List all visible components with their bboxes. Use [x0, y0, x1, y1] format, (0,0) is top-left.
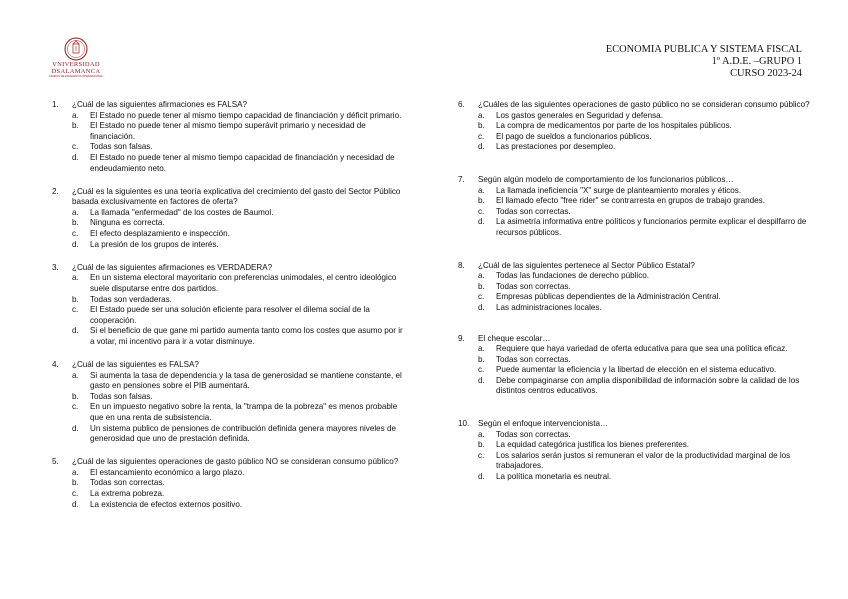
option — [478, 282, 818, 293]
question — [52, 457, 408, 510]
option-text: La política monetaria es neutral. — [496, 472, 612, 482]
option-letter: b. — [478, 196, 485, 206]
option-text: Todas son correctas. — [90, 478, 165, 488]
option — [72, 489, 408, 500]
option-text: Debe compaginarse con amplia disponibilidad de información sobre la calidad de los distintos centros educativos. — [496, 375, 800, 396]
option-letter: a. — [72, 273, 79, 283]
option-letter: a. — [72, 467, 79, 477]
option — [478, 472, 818, 483]
logo-line-3: CAMPUS DE EXCELENCIA INTERNACIONAL — [48, 75, 104, 78]
question-text: ¿Cuál es la siguientes es una teoría explicativa del crecimiento del gasto del Sector Público basada exclusivamente en factores de oferta? — [72, 186, 401, 207]
question-text: El cheque escolar… — [478, 333, 551, 343]
option-letter: a. — [478, 429, 485, 439]
option-letter: d. — [72, 499, 79, 509]
option — [72, 500, 408, 511]
option — [72, 402, 408, 423]
option-letter: d. — [72, 423, 79, 433]
option-text: La llamada ineficiencia "X" surge de planteamiento morales y éticos. — [496, 185, 742, 195]
question — [458, 334, 818, 398]
question-number: 4. — [52, 359, 59, 369]
option — [72, 305, 408, 326]
option — [478, 376, 818, 397]
option — [72, 240, 408, 251]
option — [72, 392, 408, 403]
option — [72, 142, 408, 153]
option-text: El Estado no puede tener al mismo tiempo capacidad de financiación y déficit primario. — [90, 110, 402, 120]
option — [478, 271, 818, 282]
option — [478, 292, 818, 303]
option-text: Todas las fundaciones de derecho público. — [496, 271, 649, 281]
question-number: 5. — [52, 457, 59, 467]
option — [72, 371, 408, 392]
option-text: La presión de los grupos de interés. — [90, 239, 219, 249]
option-letter: c. — [72, 402, 79, 412]
question-number: 2. — [52, 186, 59, 196]
option-letter: b. — [478, 354, 485, 364]
option — [478, 121, 818, 132]
option-letter: a. — [478, 110, 485, 120]
option-text: Ninguna es correcta. — [90, 218, 165, 228]
option-text: La asimetría informativa entre políticos y funcionarios permite explicar el despilfarro de recursos públicos. — [496, 217, 807, 237]
option-text: Todas son correctas. — [496, 281, 571, 291]
question — [52, 263, 408, 348]
option — [478, 196, 818, 207]
option-letter: b. — [72, 121, 79, 131]
option — [72, 218, 408, 229]
option — [478, 217, 818, 238]
question-text: Según algún modelo de comportamiento de los funcionarios públicos… — [478, 174, 734, 184]
option — [72, 326, 408, 347]
option-text: El pago de sueldos a funcionarios públicos. — [496, 131, 652, 141]
option-letter: c. — [72, 489, 79, 498]
university-logo — [44, 36, 108, 84]
option-letter: a. — [72, 370, 79, 380]
option-letter: d. — [478, 142, 485, 152]
question-number: 8. — [458, 260, 465, 270]
option — [478, 132, 818, 143]
course-group: 1º A.D.E. –GRUPO 1 — [711, 56, 802, 67]
option-letter: d. — [72, 326, 79, 336]
option-text: El Estado no puede tener al mismo tiempo capacidad de financiación y necesidad de endeudamiento neto. — [90, 152, 395, 173]
option — [478, 303, 818, 314]
university-seal-icon — [64, 36, 88, 62]
question — [52, 360, 408, 445]
option-letter: c. — [478, 292, 485, 302]
option-letter: d. — [478, 375, 485, 385]
question-text: ¿Cuál de las siguientes afirmaciones es VERDADERA? — [72, 262, 273, 272]
option-letter: b. — [478, 440, 485, 450]
option-text: La llamada "enfermedad" de los costes de Baumol. — [90, 207, 274, 217]
option-text: Un sistema publico de pensiones de contribución definida genera mayores niveles de generosidad que uno de prestación definida. — [90, 423, 396, 444]
option — [478, 355, 818, 366]
option-text: Las administraciones locales. — [496, 302, 602, 312]
question-number: 1. — [52, 100, 59, 109]
option — [478, 365, 818, 376]
option-text: Las prestaciones por desempleo. — [496, 142, 616, 152]
option-text: El Estado puede ser una solución eficiente para resolver el dilema social de la cooperación. — [90, 305, 370, 325]
option-text: Puede aumentar la eficiencia y la libertad de elección en el sistema educativo. — [496, 365, 777, 375]
option-text: La equidad categórica justifica los bienes preferentes. — [496, 440, 690, 450]
option-letter: c. — [478, 206, 485, 216]
option — [478, 430, 818, 441]
question-number: 7. — [458, 174, 465, 184]
question-number: 6. — [458, 100, 465, 109]
option — [478, 186, 818, 197]
question — [458, 419, 818, 483]
option-letter: c. — [478, 450, 485, 460]
option — [72, 295, 408, 306]
option-text: Si el beneficio de que gane mi partido aumenta tanto como los costes que asumo por ir a votar, mi incentivo para ir a votar disminuye. — [90, 326, 403, 346]
question — [52, 187, 408, 251]
question-number: 9. — [458, 333, 465, 343]
question-text: ¿Cuál de las siguientes operaciones de gasto público NO se consideran consumo público? — [72, 457, 399, 467]
option-letter: b. — [478, 121, 485, 131]
option-letter: a. — [478, 344, 485, 354]
option-letter: c. — [72, 142, 79, 152]
option-text: Todas son verdaderas. — [90, 294, 172, 304]
option-letter: b. — [72, 218, 79, 228]
option-letter: a. — [72, 110, 79, 120]
option-text: Todas son correctas. — [496, 206, 571, 216]
option-text: Si aumenta la tasa de dependencia y la tasa de generosidad se mantiene constante, el gasto en pensiones sobre el PIB aumentará. — [90, 370, 402, 391]
option — [72, 424, 408, 445]
course-title: ECONOMIA PUBLICA Y SISTEMA FISCAL — [605, 44, 802, 55]
option-text: Empresas públicas dependientes de la Administración Central. — [496, 292, 721, 302]
option-text: Los salarios serán justos si remuneran el valor de la productividad marginal de los trabajadores. — [496, 450, 791, 471]
questions-column-right — [458, 100, 818, 495]
option — [72, 478, 408, 489]
option-text: La compra de medicamentos por parte de los hospitales públicos. — [496, 121, 732, 131]
logo-line-2: DSALAMANCA — [51, 67, 101, 75]
option-letter: d. — [72, 152, 79, 162]
option-text: El Estado no puede tener al mismo tiempo superávit primario y necesidad de financiación. — [90, 121, 366, 141]
question-number: 10. — [458, 419, 470, 429]
option-letter: d. — [478, 217, 485, 227]
option-letter: c. — [72, 229, 79, 239]
question-text: ¿Cuál de las siguientes pertenece al Sector Público Estatal? — [478, 260, 695, 270]
option-text: Requiere que haya variedad de oferta educativa para que sea una política eficaz. — [496, 344, 788, 354]
option — [478, 207, 818, 218]
option-letter: d. — [478, 472, 485, 482]
option — [478, 451, 818, 472]
question-text: ¿Cuál de las siguientes es FALSA? — [72, 359, 199, 369]
question — [458, 261, 818, 314]
option — [72, 111, 408, 122]
document-header — [606, 44, 802, 80]
option-letter: b. — [72, 294, 79, 304]
question — [458, 175, 818, 239]
option — [72, 468, 408, 479]
option-letter: b. — [478, 281, 485, 291]
logo-line-1: VNIVERSIDAD — [52, 61, 100, 68]
option-text: El efecto desplazamiento e inspección. — [90, 229, 230, 239]
question-number: 3. — [52, 262, 59, 272]
option-letter: a. — [72, 207, 79, 217]
option-text: La existencia de efectos externos positivo. — [90, 499, 243, 509]
option — [478, 344, 818, 355]
question — [458, 100, 818, 153]
question-text: ¿Cuál de las siguientes afirmaciones es FALSA? — [72, 100, 248, 109]
question — [52, 100, 408, 174]
option — [72, 153, 408, 174]
option — [478, 142, 818, 153]
option-text: En un sistema electoral mayoritario con preferencias unimodales, el centro ideológico suele disputarse entre dos partidos. — [90, 273, 397, 293]
option-letter: c. — [72, 305, 79, 315]
option-letter: d. — [72, 239, 79, 249]
option-text: El llamado efecto "free rider" se contrarresta en grupos de trabajo grandes. — [496, 196, 765, 206]
option-letter: b. — [72, 478, 79, 488]
option-letter: c. — [478, 365, 485, 375]
option-text: Todas son correctas. — [496, 429, 571, 439]
option — [72, 273, 408, 294]
course-year: CURSO 2023-24 — [730, 68, 802, 79]
option-text: La extrema pobreza. — [90, 489, 165, 498]
question-text: Según el enfoque intervencionista… — [478, 419, 609, 429]
option — [72, 121, 408, 142]
option — [478, 111, 818, 122]
option — [72, 229, 408, 240]
option-text: En un impuesto negativo sobre la renta, la "trampa de la pobreza" es menos probable que en una renta de subsistencia. — [90, 402, 398, 422]
option-text: Los gastos generales en Seguridad y defensa. — [496, 110, 663, 120]
option-letter: d. — [478, 302, 485, 312]
question-text: ¿Cuáles de las siguientes operaciones de gasto público no se consideran consumo público? — [478, 100, 810, 109]
option-text: Todas son correctas. — [496, 354, 571, 364]
option-letter: c. — [478, 131, 485, 141]
option-text: Todas son falsas. — [90, 142, 153, 152]
option-text: Todas son falsas. — [90, 391, 153, 401]
option-letter: a. — [478, 185, 485, 195]
option-text: El estancamiento económico a largo plazo. — [90, 467, 245, 477]
option — [478, 440, 818, 451]
option-letter: b. — [72, 391, 79, 401]
questions-column-left — [52, 100, 408, 523]
option — [72, 208, 408, 219]
option-letter: a. — [478, 271, 485, 281]
